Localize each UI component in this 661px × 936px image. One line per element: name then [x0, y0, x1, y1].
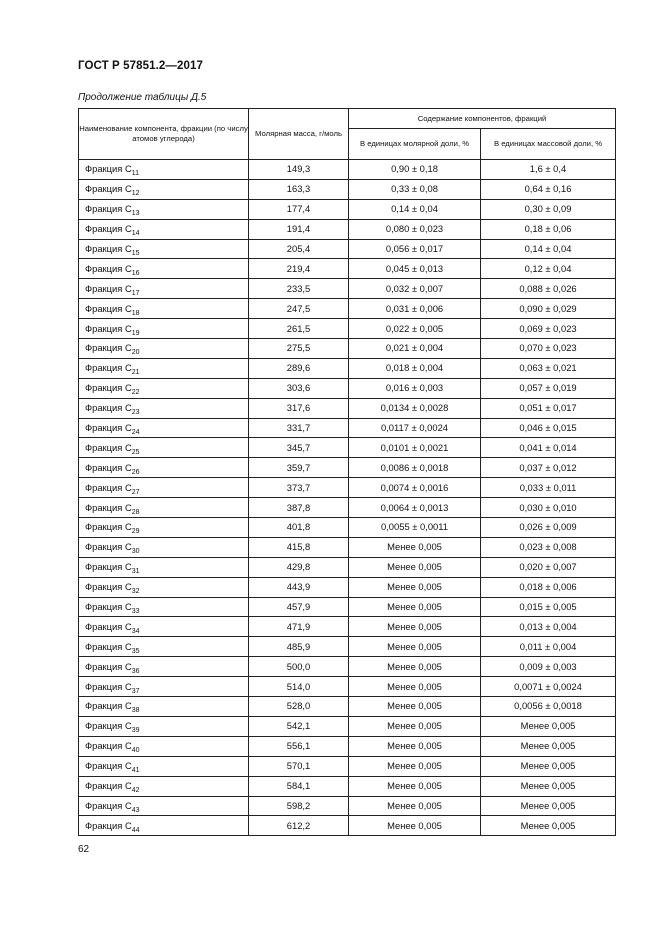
- fraction-name-cell: [79, 219, 249, 239]
- molar-mass-cell: 359,7: [249, 458, 349, 478]
- fraction-name-cell: [79, 279, 249, 299]
- table-row: [79, 160, 616, 180]
- page-number: 62: [78, 844, 90, 855]
- mass-fraction-cell: 0,057 ± 0,019: [481, 378, 616, 398]
- fraction-name-cell: [79, 339, 249, 359]
- fraction-prefix: Фракция C: [85, 422, 132, 434]
- molar-mass-cell: 275,5: [249, 339, 349, 359]
- mass-fraction-cell: 0,013 ± 0,004: [481, 617, 616, 637]
- mass-fraction-cell: Менее 0,005: [481, 796, 616, 816]
- fraction-prefix: Фракция C: [85, 163, 132, 175]
- carbon-number-subscript: 22: [131, 389, 140, 397]
- fraction-name-cell: [79, 239, 249, 259]
- molar-fraction-cell: 0,045 ± 0,013: [349, 259, 481, 279]
- molar-mass-cell: 570,1: [249, 756, 349, 776]
- mass-fraction-cell: Менее 0,005: [481, 816, 616, 836]
- header-molar-fraction: В единицах молярной доли, %: [349, 129, 481, 160]
- table-row: [79, 339, 616, 359]
- carbon-number-subscript: 18: [131, 309, 140, 317]
- molar-fraction-cell: 0,056 ± 0,017: [349, 239, 481, 259]
- table-row: [79, 319, 616, 339]
- mass-fraction-cell: 0,046 ± 0,015: [481, 418, 616, 438]
- carbon-number-subscript: 33: [131, 608, 140, 616]
- molar-mass-cell: 401,8: [249, 518, 349, 538]
- fraction-name-cell: [79, 557, 249, 577]
- carbon-number-subscript: 38: [131, 707, 140, 715]
- fraction-prefix: Фракция C: [85, 760, 132, 772]
- table-row: [79, 756, 616, 776]
- molar-fraction-cell: 0,0134 ± 0,0028: [349, 398, 481, 418]
- molar-mass-cell: 331,7: [249, 418, 349, 438]
- table-row: [79, 239, 616, 259]
- molar-mass-cell: 303,6: [249, 378, 349, 398]
- mass-fraction-cell: Менее 0,005: [481, 716, 616, 736]
- fraction-prefix: Фракция C: [85, 322, 132, 334]
- fraction-name-cell: [79, 518, 249, 538]
- fraction-prefix: Фракция C: [85, 203, 132, 215]
- mass-fraction-cell: 0,12 ± 0,04: [481, 259, 616, 279]
- mass-fraction-cell: 0,030 ± 0,010: [481, 498, 616, 518]
- header-content-group: Содержание компонентов, фракций: [349, 109, 616, 129]
- fraction-name-cell: [79, 498, 249, 518]
- mass-fraction-cell: 0,18 ± 0,06: [481, 219, 616, 239]
- fraction-name-cell: [79, 418, 249, 438]
- fraction-name-cell: [79, 179, 249, 199]
- fraction-prefix: Фракция C: [85, 541, 132, 553]
- carbon-number-subscript: 32: [131, 588, 140, 596]
- fraction-name-cell: [79, 617, 249, 637]
- fraction-name-cell: [79, 796, 249, 816]
- mass-fraction-cell: 0,023 ± 0,008: [481, 537, 616, 557]
- fraction-name-cell: [79, 657, 249, 677]
- carbon-number-subscript: 13: [131, 210, 140, 218]
- fraction-prefix: Фракция C: [85, 640, 132, 652]
- table-row: [79, 597, 616, 617]
- table-row: [79, 657, 616, 677]
- table-row: [79, 279, 616, 299]
- molar-mass-cell: 542,1: [249, 716, 349, 736]
- mass-fraction-cell: 0,015 ± 0,005: [481, 597, 616, 617]
- carbon-number-subscript: 35: [131, 647, 140, 655]
- molar-fraction-cell: Менее 0,005: [349, 697, 481, 717]
- fraction-name-cell: [79, 716, 249, 736]
- molar-fraction-cell: 0,022 ± 0,005: [349, 319, 481, 339]
- carbon-number-subscript: 24: [131, 429, 140, 437]
- table-row: [79, 557, 616, 577]
- table-row: [79, 378, 616, 398]
- molar-fraction-cell: 0,0117 ± 0,0024: [349, 418, 481, 438]
- molar-mass-cell: 289,6: [249, 358, 349, 378]
- mass-fraction-cell: 0,069 ± 0,023: [481, 319, 616, 339]
- molar-fraction-cell: Менее 0,005: [349, 816, 481, 836]
- molar-mass-cell: 471,9: [249, 617, 349, 637]
- molar-fraction-cell: Менее 0,005: [349, 557, 481, 577]
- fraction-prefix: Фракция C: [85, 441, 132, 453]
- carbon-number-subscript: 23: [131, 409, 140, 417]
- fraction-prefix: Фракция C: [85, 740, 132, 752]
- carbon-number-subscript: 29: [131, 528, 140, 536]
- carbon-number-subscript: 19: [131, 329, 140, 337]
- molar-mass-cell: 443,9: [249, 577, 349, 597]
- mass-fraction-cell: 0,009 ± 0,003: [481, 657, 616, 677]
- carbon-number-subscript: 20: [131, 349, 140, 357]
- carbon-number-subscript: 15: [131, 250, 140, 257]
- carbon-number-subscript: 39: [131, 727, 140, 735]
- fraction-name-cell: [79, 597, 249, 617]
- mass-fraction-cell: 0,0056 ± 0,0018: [481, 697, 616, 717]
- molar-fraction-cell: Менее 0,005: [349, 736, 481, 756]
- molar-fraction-cell: 0,0064 ± 0,0013: [349, 498, 481, 518]
- table-row: [79, 776, 616, 796]
- fraction-prefix: Фракция C: [85, 223, 132, 235]
- carbon-number-subscript: 31: [131, 568, 140, 576]
- carbon-number-subscript: 41: [131, 767, 140, 775]
- fraction-name-cell: [79, 756, 249, 776]
- carbon-number-subscript: 44: [131, 826, 140, 834]
- molar-fraction-cell: Менее 0,005: [349, 597, 481, 617]
- molar-mass-cell: 387,8: [249, 498, 349, 518]
- molar-fraction-cell: Менее 0,005: [349, 577, 481, 597]
- mass-fraction-cell: 0,088 ± 0,026: [481, 279, 616, 299]
- table-row: [79, 637, 616, 657]
- fraction-prefix: Фракция C: [85, 720, 132, 732]
- molar-fraction-cell: 0,016 ± 0,003: [349, 378, 481, 398]
- mass-fraction-cell: Менее 0,005: [481, 756, 616, 776]
- molar-fraction-cell: Менее 0,005: [349, 537, 481, 557]
- fraction-prefix: Фракция C: [85, 819, 132, 831]
- table-body: [79, 160, 616, 836]
- carbon-number-subscript: 14: [131, 230, 140, 238]
- carbon-number-subscript: 37: [131, 687, 140, 695]
- carbon-number-subscript: 34: [131, 627, 140, 635]
- fraction-prefix: Фракция C: [85, 402, 132, 414]
- fraction-name-cell: [79, 577, 249, 597]
- fraction-name-cell: [79, 736, 249, 756]
- table-row: [79, 697, 616, 717]
- molar-mass-cell: 500,0: [249, 657, 349, 677]
- molar-fraction-cell: Менее 0,005: [349, 637, 481, 657]
- mass-fraction-cell: Менее 0,005: [481, 776, 616, 796]
- fraction-prefix: Фракция C: [85, 302, 132, 314]
- molar-mass-cell: 485,9: [249, 637, 349, 657]
- mass-fraction-cell: 0,64 ± 0,16: [481, 179, 616, 199]
- fraction-prefix: Фракция C: [85, 561, 132, 573]
- carbon-number-subscript: 12: [131, 190, 140, 198]
- mass-fraction-cell: 0,026 ± 0,009: [481, 518, 616, 538]
- mass-fraction-cell: 0,063 ± 0,021: [481, 358, 616, 378]
- molar-mass-cell: 345,7: [249, 438, 349, 458]
- molar-fraction-cell: Менее 0,005: [349, 677, 481, 697]
- table-row: [79, 617, 616, 637]
- molar-fraction-cell: 0,14 ± 0,04: [349, 199, 481, 219]
- table-row: [79, 398, 616, 418]
- mass-fraction-cell: 0,051 ± 0,017: [481, 398, 616, 418]
- table-row: [79, 537, 616, 557]
- molar-mass-cell: 598,2: [249, 796, 349, 816]
- molar-fraction-cell: 0,0074 ± 0,0016: [349, 478, 481, 498]
- fraction-prefix: Фракция C: [85, 581, 132, 593]
- fraction-prefix: Фракция C: [85, 342, 132, 354]
- table-row: [79, 418, 616, 438]
- fraction-name-cell: [79, 677, 249, 697]
- molar-fraction-cell: Менее 0,005: [349, 716, 481, 736]
- mass-fraction-cell: 0,018 ± 0,006: [481, 577, 616, 597]
- fraction-prefix: Фракция C: [85, 382, 132, 394]
- table-row: [79, 438, 616, 458]
- table-row: [79, 677, 616, 697]
- carbon-number-subscript: 42: [131, 787, 140, 795]
- carbon-number-subscript: 43: [131, 806, 140, 814]
- molar-mass-cell: 612,2: [249, 816, 349, 836]
- carbon-number-subscript: 11: [131, 170, 139, 178]
- fraction-prefix: Фракция C: [85, 243, 132, 254]
- molar-fraction-cell: 0,0101 ± 0,0021: [349, 438, 481, 458]
- fraction-prefix: Фракция C: [85, 183, 132, 195]
- fraction-prefix: Фракция C: [85, 282, 132, 294]
- mass-fraction-cell: 0,011 ± 0,004: [481, 637, 616, 657]
- fraction-name-cell: [79, 299, 249, 319]
- header-molar-mass: Молярная масса, г/моль: [249, 109, 349, 160]
- fraction-name-cell: [79, 816, 249, 836]
- fraction-prefix: Фракция C: [85, 521, 132, 533]
- molar-fraction-cell: 0,018 ± 0,004: [349, 358, 481, 378]
- fraction-name-cell: [79, 378, 249, 398]
- fraction-prefix: Фракция C: [85, 601, 132, 613]
- fraction-name-cell: [79, 697, 249, 717]
- mass-fraction-cell: 0,14 ± 0,04: [481, 239, 616, 259]
- carbon-number-subscript: 27: [131, 488, 140, 496]
- molar-mass-cell: 163,3: [249, 179, 349, 199]
- molar-mass-cell: 261,5: [249, 319, 349, 339]
- fraction-name-cell: [79, 478, 249, 498]
- molar-fraction-cell: Менее 0,005: [349, 657, 481, 677]
- molar-mass-cell: 429,8: [249, 557, 349, 577]
- molar-fraction-cell: 0,0055 ± 0,0011: [349, 518, 481, 538]
- molar-fraction-cell: 0,031 ± 0,006: [349, 299, 481, 319]
- molar-mass-cell: 191,4: [249, 219, 349, 239]
- mass-fraction-cell: 0,090 ± 0,029: [481, 299, 616, 319]
- molar-fraction-cell: 0,90 ± 0,18: [349, 160, 481, 180]
- carbon-number-subscript: 30: [131, 548, 140, 556]
- molar-mass-cell: 514,0: [249, 677, 349, 697]
- fraction-prefix: Фракция C: [85, 481, 132, 493]
- mass-fraction-cell: 0,020 ± 0,007: [481, 557, 616, 577]
- table-row: [79, 179, 616, 199]
- mass-fraction-cell: 0,037 ± 0,012: [481, 458, 616, 478]
- fraction-prefix: Фракция C: [85, 262, 132, 274]
- carbon-number-subscript: 17: [131, 289, 140, 297]
- fraction-prefix: Фракция C: [85, 780, 132, 792]
- fraction-name-cell: [79, 319, 249, 339]
- table-row: [79, 358, 616, 378]
- header-component-name: Наименование компонента, фракции (по числу атомов углерода): [79, 109, 249, 160]
- header-mass-fraction: В единицах массовой доли, %: [481, 129, 616, 160]
- document-title: ГОСТ Р 57851.2—2017: [78, 60, 203, 72]
- table-row: [79, 736, 616, 756]
- table-row: [79, 498, 616, 518]
- fraction-name-cell: [79, 537, 249, 557]
- fraction-name-cell: [79, 199, 249, 219]
- table-row: [79, 478, 616, 498]
- table-row: [79, 577, 616, 597]
- molar-mass-cell: 149,3: [249, 160, 349, 180]
- mass-fraction-cell: 0,30 ± 0,09: [481, 199, 616, 219]
- carbon-number-subscript: 28: [131, 508, 140, 516]
- fraction-name-cell: [79, 438, 249, 458]
- fraction-prefix: Фракция C: [85, 799, 132, 811]
- molar-mass-cell: 415,8: [249, 537, 349, 557]
- molar-mass-cell: 317,6: [249, 398, 349, 418]
- mass-fraction-cell: 0,070 ± 0,023: [481, 339, 616, 359]
- fraction-prefix: Фракция C: [85, 680, 132, 692]
- table-row: [79, 816, 616, 836]
- mass-fraction-cell: 0,041 ± 0,014: [481, 438, 616, 458]
- molar-fraction-cell: 0,0086 ± 0,0018: [349, 458, 481, 478]
- molar-fraction-cell: Менее 0,005: [349, 756, 481, 776]
- molar-fraction-cell: Менее 0,005: [349, 617, 481, 637]
- fraction-name-cell: [79, 776, 249, 796]
- molar-mass-cell: 457,9: [249, 597, 349, 617]
- fraction-name-cell: [79, 358, 249, 378]
- table-row: [79, 199, 616, 219]
- fraction-name-cell: [79, 160, 249, 180]
- molar-mass-cell: 528,0: [249, 697, 349, 717]
- table-row: [79, 518, 616, 538]
- fraction-name-cell: [79, 259, 249, 279]
- table-row: [79, 716, 616, 736]
- molar-mass-cell: 556,1: [249, 736, 349, 756]
- mass-fraction-cell: 0,0071 ± 0,0024: [481, 677, 616, 697]
- table-row: [79, 796, 616, 816]
- molar-fraction-cell: Менее 0,005: [349, 776, 481, 796]
- molar-mass-cell: 219,4: [249, 259, 349, 279]
- carbon-number-subscript: 21: [131, 369, 140, 377]
- molar-fraction-cell: 0,032 ± 0,007: [349, 279, 481, 299]
- molar-fraction-cell: 0,021 ± 0,004: [349, 339, 481, 359]
- fraction-content-table: [78, 108, 616, 836]
- molar-fraction-cell: 0,33 ± 0,08: [349, 179, 481, 199]
- table-row: [79, 299, 616, 319]
- carbon-number-subscript: 25: [131, 448, 140, 456]
- molar-fraction-cell: 0,080 ± 0,023: [349, 219, 481, 239]
- fraction-prefix: Фракция C: [85, 501, 132, 513]
- molar-mass-cell: 247,5: [249, 299, 349, 319]
- table-row: [79, 219, 616, 239]
- mass-fraction-cell: 1,6 ± 0,4: [481, 160, 616, 180]
- carbon-number-subscript: 16: [131, 269, 140, 277]
- mass-fraction-cell: 0,033 ± 0,011: [481, 478, 616, 498]
- molar-mass-cell: 205,4: [249, 239, 349, 259]
- carbon-number-subscript: 26: [131, 468, 140, 476]
- molar-mass-cell: 177,4: [249, 199, 349, 219]
- fraction-name-cell: [79, 458, 249, 478]
- table-continuation-label: Продолжение таблицы Д.5: [78, 92, 207, 103]
- molar-mass-cell: 373,7: [249, 478, 349, 498]
- carbon-number-subscript: 40: [131, 747, 140, 755]
- fraction-prefix: Фракция C: [85, 620, 132, 632]
- table-row: [79, 259, 616, 279]
- fraction-name-cell: [79, 637, 249, 657]
- table-row: [79, 458, 616, 478]
- fraction-prefix: Фракция C: [85, 362, 132, 374]
- carbon-number-subscript: 36: [131, 667, 140, 675]
- molar-mass-cell: 233,5: [249, 279, 349, 299]
- mass-fraction-cell: Менее 0,005: [481, 736, 616, 756]
- fraction-prefix: Фракция C: [85, 700, 132, 712]
- fraction-prefix: Фракция C: [85, 461, 132, 473]
- fraction-prefix: Фракция C: [85, 660, 132, 672]
- molar-mass-cell: 584,1: [249, 776, 349, 796]
- fraction-name-cell: [79, 398, 249, 418]
- molar-fraction-cell: Менее 0,005: [349, 796, 481, 816]
